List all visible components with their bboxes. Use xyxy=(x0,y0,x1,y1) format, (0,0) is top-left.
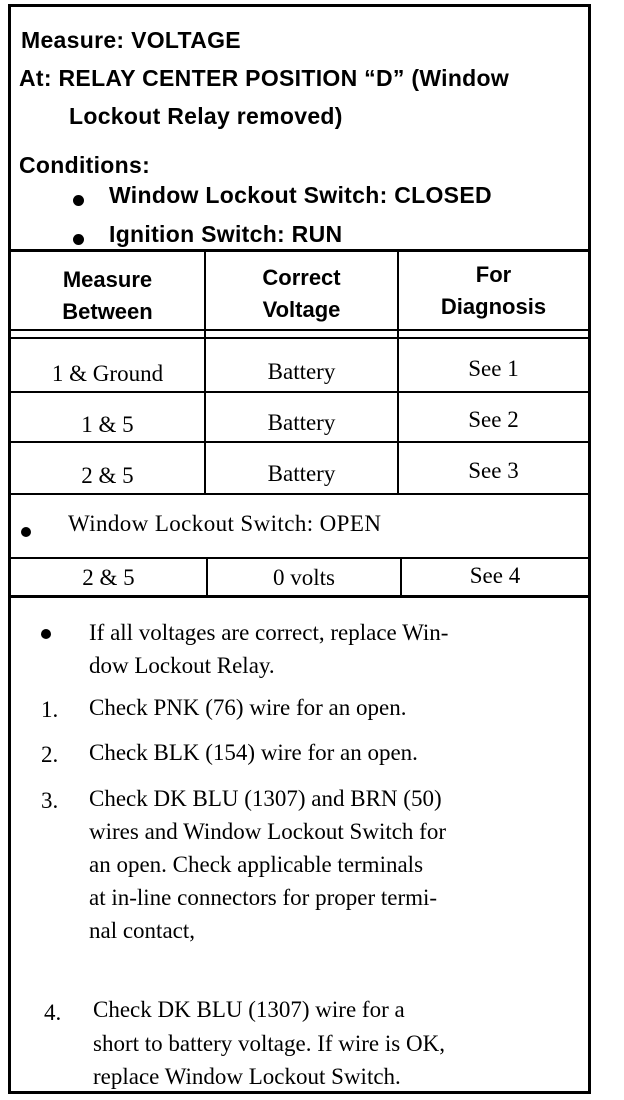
column-header-measure-between xyxy=(11,264,204,328)
note-line: wires and Window Lockout Switch for xyxy=(89,819,447,844)
column-header-for-diagnosis xyxy=(399,259,588,323)
table-cell-diagnosis: See 1 xyxy=(468,356,519,381)
note-line: nal contact, xyxy=(89,918,196,943)
divider xyxy=(11,557,588,559)
table-cell-voltage: Battery xyxy=(267,461,336,486)
column-header-line: Between xyxy=(62,299,153,324)
column-header-line: Measure xyxy=(62,267,153,292)
condition-item: Window Lockout Switch: CLOSED xyxy=(109,182,492,208)
table-cell-diagnosis: See 2 xyxy=(468,407,519,432)
note-number: 2. xyxy=(41,742,59,767)
voltage-test-chart xyxy=(8,4,591,1094)
note-line: Check BLK (154) wire for an open. xyxy=(89,740,418,765)
column-header-line: Diagnosis xyxy=(440,294,547,319)
bullet-icon xyxy=(73,234,84,245)
divider xyxy=(11,329,588,331)
note-line: an open. Check applicable terminals xyxy=(89,852,424,877)
table-cell-between: 1 & 5 xyxy=(81,412,134,437)
at-line-2: Lockout Relay removed) xyxy=(69,103,343,129)
test-header xyxy=(11,7,588,252)
bullet-icon xyxy=(21,527,31,537)
at-line-1: At: RELAY CENTER POSITION “D” (Window xyxy=(19,65,510,91)
divider xyxy=(11,493,588,495)
column-header-line: Correct xyxy=(262,265,341,290)
table-cell-voltage: 0 volts xyxy=(273,565,335,590)
note-line: Check DK BLU (1307) wire for a xyxy=(93,997,405,1022)
measure-line: Measure: VOLTAGE xyxy=(21,27,241,53)
condition-row: Window Lockout Switch: OPEN xyxy=(68,511,382,536)
table-cell-between: 1 & Ground xyxy=(51,361,164,386)
note-number: 1. xyxy=(41,697,59,722)
column-header-correct-voltage xyxy=(206,262,397,326)
note-line: replace Window Lockout Switch. xyxy=(93,1064,401,1089)
bullet-icon xyxy=(73,195,84,206)
column-header-line: Voltage xyxy=(262,297,341,322)
table-cell-between: 2 & 5 xyxy=(81,463,134,488)
divider xyxy=(11,391,588,393)
divider xyxy=(11,441,588,443)
table-cell-diagnosis: See 3 xyxy=(468,458,519,483)
table-cell-voltage: Battery xyxy=(267,359,336,384)
note-line: at in-line connectors for proper termi- xyxy=(89,885,438,910)
divider xyxy=(11,337,588,339)
divider xyxy=(11,249,588,252)
note-number: 3. xyxy=(41,788,59,813)
conditions-label: Conditions: xyxy=(19,152,151,178)
condition-item: Ignition Switch: RUN xyxy=(109,221,343,247)
table-cell-diagnosis: See 4 xyxy=(469,563,521,588)
table-cell-voltage: Battery xyxy=(267,410,336,435)
note-line: short to battery voltage. If wire is OK, xyxy=(93,1031,445,1056)
note-line: Check DK BLU (1307) and BRN (50) xyxy=(89,786,442,811)
divider xyxy=(11,595,588,598)
table-cell-between: 2 & 5 xyxy=(82,565,135,590)
column-header-line: For xyxy=(475,262,512,287)
note-number: 4. xyxy=(44,1000,62,1025)
note-line: Check PNK (76) wire for an open. xyxy=(89,695,407,720)
note-line: If all voltages are correct, replace Win- xyxy=(89,620,449,645)
bullet-icon xyxy=(41,629,51,639)
note-line: dow Lockout Relay. xyxy=(89,653,275,678)
